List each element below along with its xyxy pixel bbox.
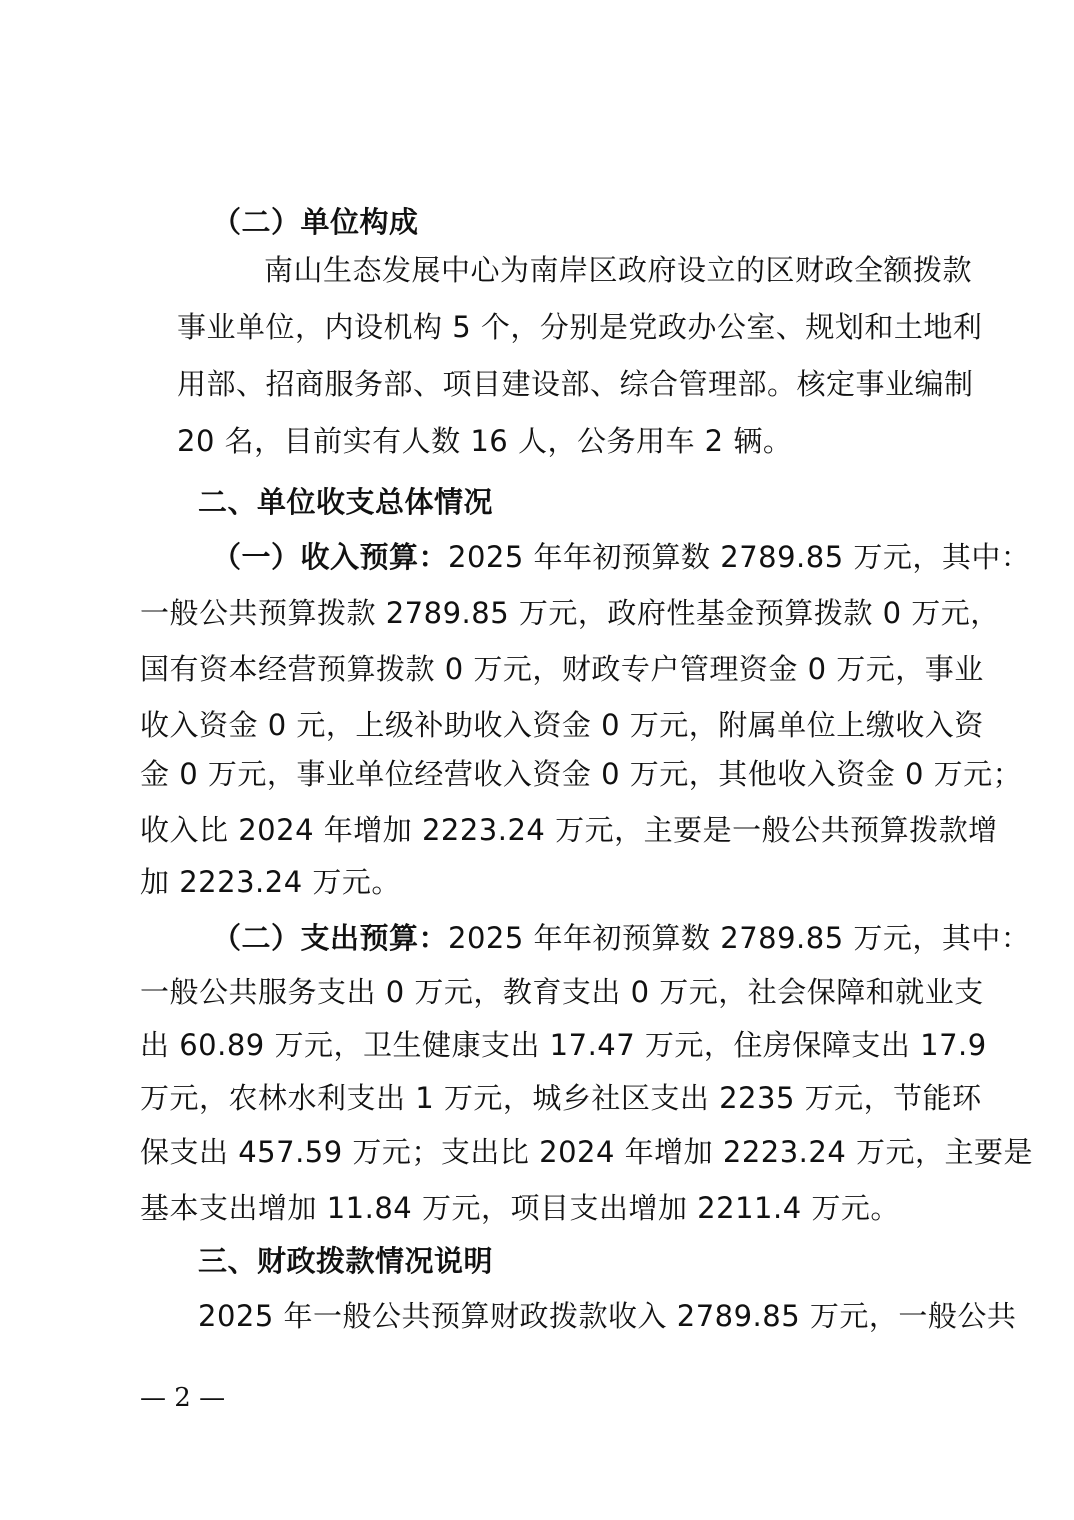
income-line-1: [0, 529, 1074, 585]
page-number: — 2 —: [140, 1383, 226, 1413]
composition-line-1: 南山生态发展中心为南岸区政府设立的区财政全额拨款: [264, 253, 973, 287]
income-line-6: 收入比 2024 年增加 2223.24 万元，主要是一般公共预算拨款增: [140, 813, 998, 847]
expense-line-5: 保支出 457.59 万元；支出比 2024 年增加 2223.24 万元，主要是: [140, 1135, 1034, 1169]
expense-text-1: 2025 年年初预算数 2789.85 万元，其中：: [448, 921, 1031, 955]
section-2-heading: 二、单位收支总体情况: [198, 485, 494, 519]
section-2-2-heading: （二）单位构成: [212, 205, 419, 239]
income-line-7: 加 2223.24 万元。: [140, 865, 401, 899]
income-line-3: 国有资本经营预算拨款 0 万元，财政专户管理资金 0 万元，事业: [140, 652, 984, 686]
composition-line-2: 事业单位，内设机构 5 个，分别是党政办公室、规划和土地利: [177, 310, 983, 344]
composition-line-4: 20 名，目前实有人数 16 人，公务用车 2 辆。: [177, 424, 793, 458]
section-3-heading: 三、财政拨款情况说明: [198, 1244, 494, 1278]
income-line-5: 金 0 万元，事业单位经营收入资金 0 万元，其他收入资金 0 万元；: [140, 757, 1023, 791]
income-line-4: 收入资金 0 元，上级补助收入资金 0 万元，附属单位上缴收入资: [140, 708, 984, 742]
section3-line-1: 2025 年一般公共预算财政拨款收入 2789.85 万元，一般公共: [198, 1299, 1017, 1333]
expense-line-4: 万元，农林水利支出 1 万元，城乡社区支出 2235 万元，节能环: [140, 1081, 982, 1115]
income-text-1: 2025 年年初预算数 2789.85 万元，其中：: [448, 540, 1031, 574]
expense-line-1: [0, 910, 1074, 966]
expense-label: （二）支出预算：: [212, 921, 449, 955]
expense-line-2: 一般公共服务支出 0 万元，教育支出 0 万元，社会保障和就业支: [140, 975, 984, 1009]
expense-line-3: 出 60.89 万元，卫生健康支出 17.47 万元，住房保障支出 17.9: [140, 1028, 987, 1062]
income-label: （一）收入预算：: [212, 540, 449, 574]
composition-line-3: 用部、招商服务部、项目建设部、综合管理部。核定事业编制: [177, 367, 974, 401]
expense-line-6: 基本支出增加 11.84 万元，项目支出增加 2211.4 万元。: [140, 1191, 900, 1225]
income-line-2: 一般公共预算拨款 2789.85 万元，政府性基金预算拨款 0 万元，: [140, 596, 1000, 630]
